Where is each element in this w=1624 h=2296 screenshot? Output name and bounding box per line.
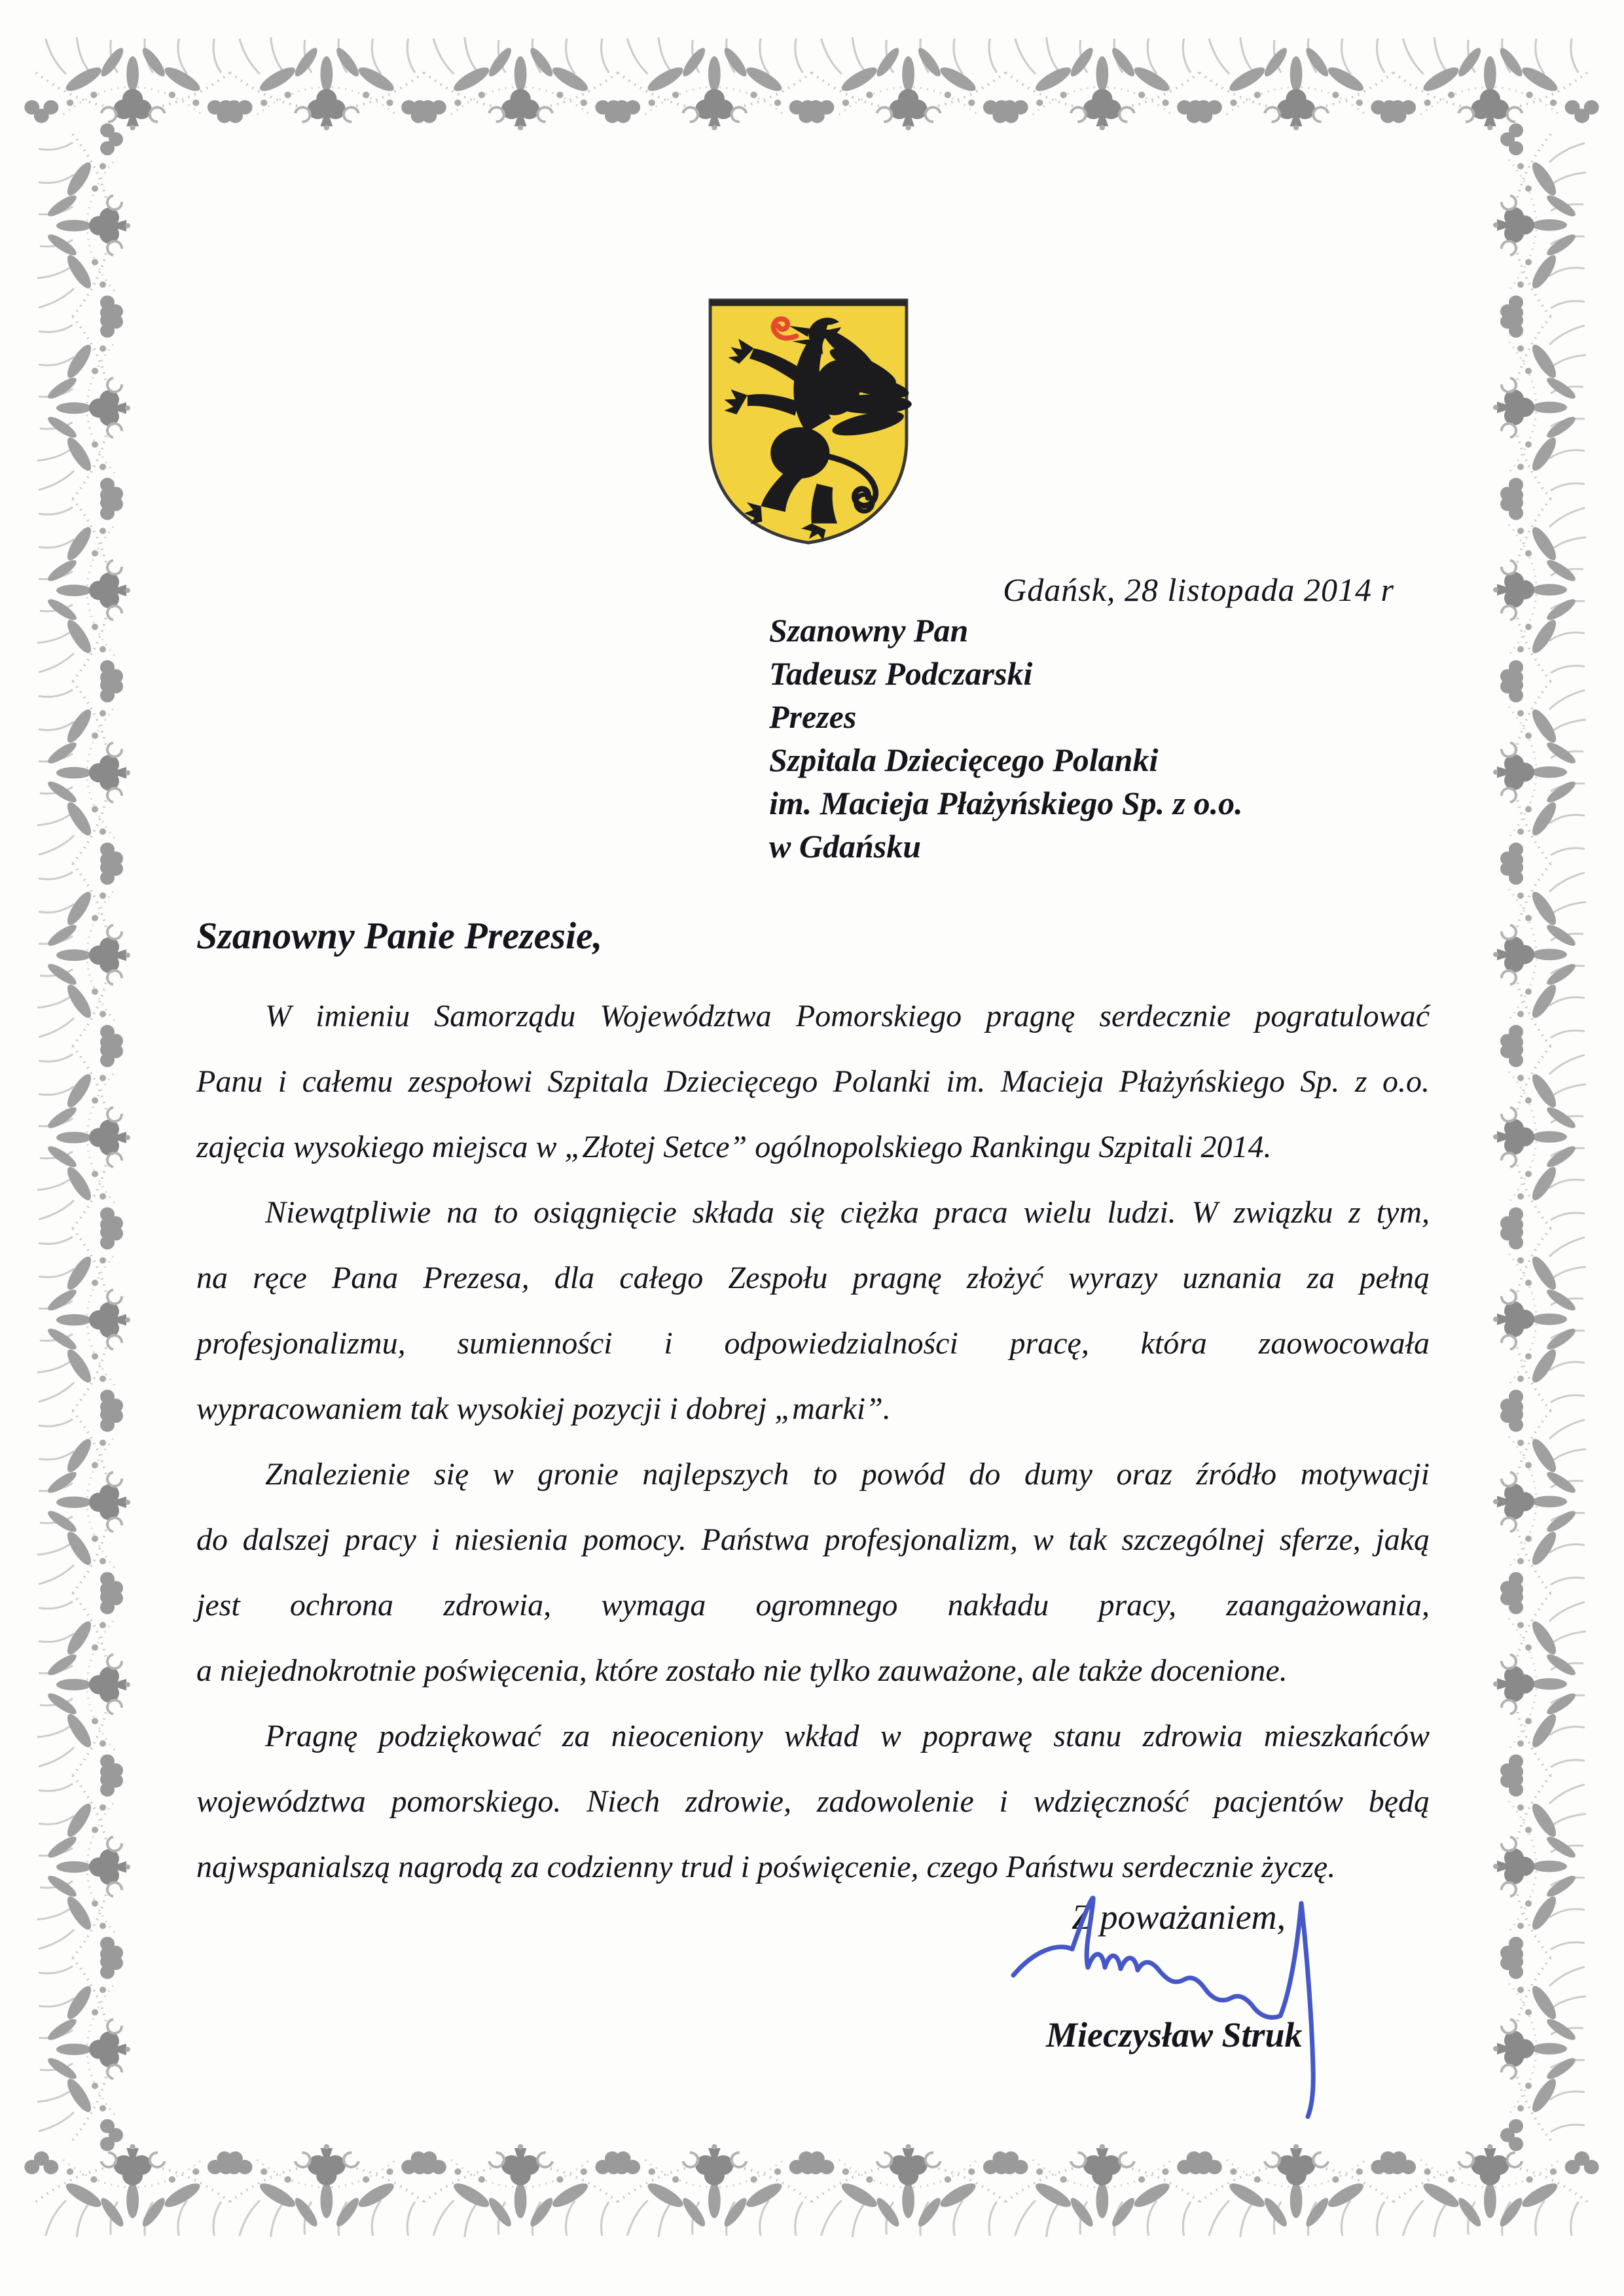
griffin-eye [827, 325, 832, 330]
body-line: do dalszej pracy i niesienia pomocy. Państwa profesjonalizm, w tak szczególnej sferze, jaką [196, 1522, 1430, 1557]
body-line: Panu i całemu zespołowi Szpitala Dziecięcego Polanki im. Macieja Płażyńskiego Sp. z o.o. [196, 1064, 1430, 1099]
signer-name: Mieczysław Struk [1046, 2015, 1303, 2054]
recipient-line: im. Macieja Płażyńskiego Sp. z o.o. [769, 785, 1243, 821]
body-line: wypracowaniem tak wysokiej pozycji i dobrej „marki”. [196, 1391, 891, 1426]
body-line: jest ochrona zdrowia, wymaga ogromnego nakładu pracy, zaangażowania, [196, 1588, 1430, 1623]
recipient-block [769, 609, 1243, 868]
closing-phrase: Z poważaniem, [1072, 1897, 1286, 1937]
body-line: profesjonalizmu, sumienności i odpowiedzialności pracę, która zaowocowała [196, 1326, 1430, 1361]
shield-top-edge [710, 300, 907, 306]
salutation: Szanowny Panie Prezesie, [196, 914, 603, 957]
letter-body [196, 984, 1430, 1900]
body-line: Pragnę podziękować za nieoceniony wkład w poprawę stanu zdrowia mieszkańców [265, 1719, 1430, 1753]
recipient-line: w Gdańsku [769, 828, 922, 865]
recipient-line: Tadeusz Podczarski [769, 655, 1033, 692]
body-line: Znalezienie się w gronie najlepszych to powód do dumy oraz źródło motywacji [265, 1457, 1430, 1492]
handwritten-signature-icon [995, 1872, 1335, 2121]
recipient-line: Szanowny Pan [769, 612, 969, 649]
date-line: Gdańsk, 28 listopada 2014 r [1003, 571, 1394, 608]
recipient-line: Prezes [769, 698, 857, 735]
body-line: Niewątpliwie na to osiągnięcie składa się ciężka praca wielu ludzi. W związku z tym, [265, 1195, 1430, 1230]
body-line: zajęcia wysokiego miejsca w „Złotej Setce” ogólnopolskiego Rankingu Szpitali 2014. [196, 1130, 1272, 1164]
recipient-line: Szpitala Dziecięcego Polanki [769, 742, 1159, 778]
pomeranian-griffin-crest-icon [702, 291, 915, 548]
body-line: a niejednokrotnie poświęcenia, które zostało nie tylko zauważone, ale także docenione. [196, 1653, 1288, 1688]
body-line: W imieniu Samorządu Województwa Pomorskiego pragnę serdecznie pogratulować [265, 999, 1430, 1033]
signature-stroke [1013, 1898, 1313, 2117]
body-line: województwa pomorskiego. Niech zdrowie, zadowolenie i wdzięczność pacjentów będą [196, 1784, 1430, 1819]
body-line: najwspanialszą nagrodą za codzienny trud i poświęcenie, czego Państwu serdecznie życzę. [196, 1850, 1336, 1884]
body-line: na ręce Pana Prezesa, dla całego Zespołu pragnę złożyć wyrazy uznania za pełną [196, 1261, 1430, 1295]
